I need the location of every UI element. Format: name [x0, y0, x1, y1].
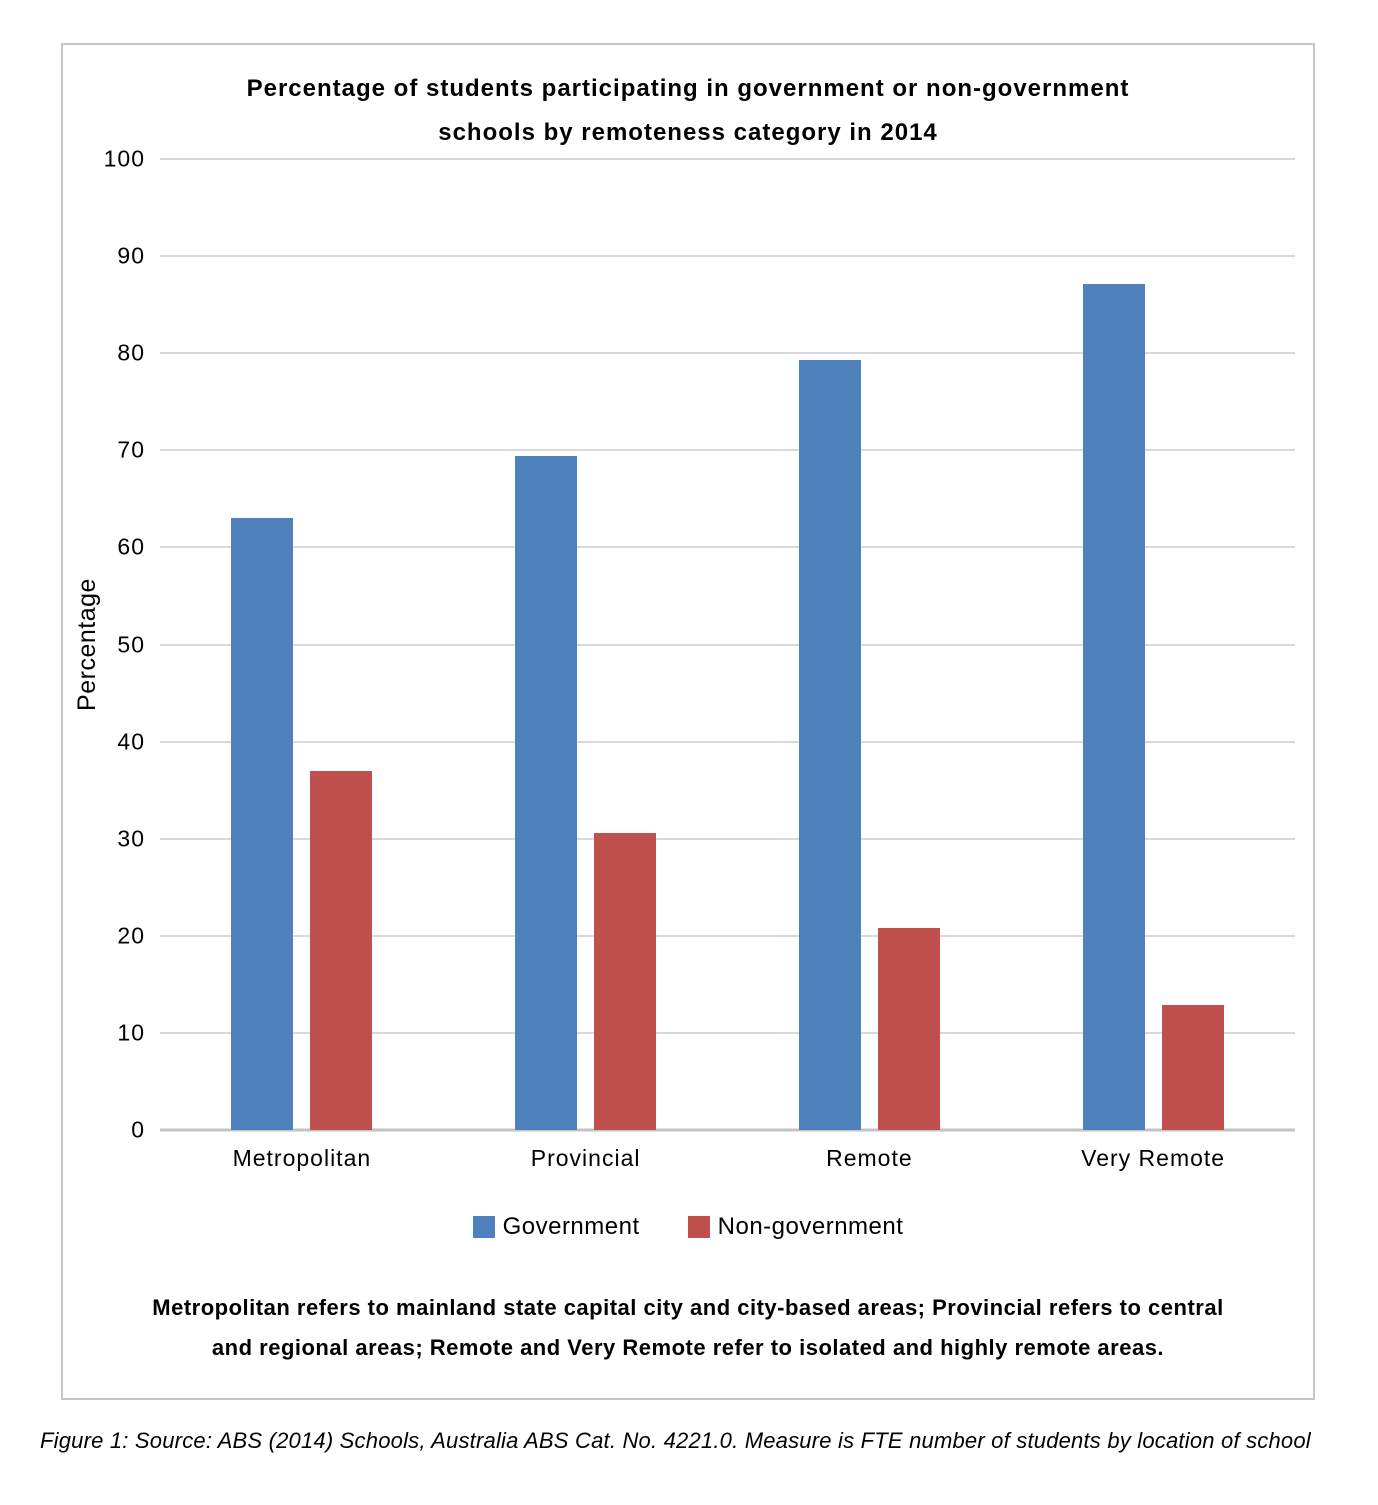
- y-axis-title: Percentage: [72, 578, 101, 711]
- bar-government-very-remote: [1083, 284, 1145, 1130]
- bar-government-metropolitan: [231, 518, 293, 1130]
- chart-footnote-line-1: Metropolitan refers to mainland state capital city and city-based areas; Provincial refers to central: [152, 1295, 1224, 1320]
- legend-item-non-government: [688, 1213, 904, 1241]
- y-tick-label-60: 60: [117, 533, 145, 560]
- y-tick-label-90: 90: [117, 242, 145, 269]
- chart-footnote: [63, 1288, 1313, 1368]
- y-axis-tick-labels: [63, 145, 145, 1143]
- chart-footnote-line-2: and regional areas; Remote and Very Remote refer to isolated and highly remote areas.: [211, 1335, 1165, 1360]
- y-tick-label-50: 50: [117, 631, 145, 657]
- plot-area: [160, 159, 1295, 1130]
- x-axis-label-very-remote: Very Remote: [1081, 1145, 1226, 1171]
- y-tick-label-100: 100: [103, 145, 145, 172]
- bar-non-government-very-remote: [1162, 1005, 1224, 1130]
- x-axis-labels: [160, 1145, 1295, 1179]
- y-tick-label-10: 10: [117, 1019, 145, 1046]
- y-tick-label-80: 80: [117, 339, 145, 366]
- y-tick-label-30: 30: [117, 825, 145, 852]
- bar-government-provincial: [515, 456, 577, 1130]
- y-tick-label-40: 40: [117, 728, 145, 755]
- x-axis-label-provincial: Provincial: [530, 1145, 641, 1171]
- bar-group-metropolitan: [160, 159, 444, 1130]
- x-axis-label-metropolitan: Metropolitan: [232, 1145, 372, 1171]
- chart-title: [63, 67, 1313, 155]
- chart-title-line-1: Percentage of students participating in government or non-government: [246, 75, 1130, 102]
- bar-group-remote: [728, 159, 1012, 1130]
- figure-caption: Figure 1: Source: ABS (2014) Schools, Australia ABS Cat. No. 4221.0. Measure is FTE number of students by location of school: [40, 1428, 1311, 1453]
- chart-legend: [63, 1213, 1313, 1241]
- x-axis-label-remote: Remote: [826, 1145, 913, 1171]
- y-tick-label-20: 20: [117, 922, 145, 949]
- bar-group-provincial: [444, 159, 728, 1130]
- legend-label-government: Government: [502, 1213, 640, 1240]
- chart-title-line-2: schools by remoteness category in 2014: [438, 119, 938, 146]
- bar-non-government-provincial: [594, 833, 656, 1130]
- legend-swatch-government: [473, 1216, 495, 1238]
- bar-group-very-remote: [1011, 159, 1295, 1130]
- figure-box: [61, 43, 1315, 1400]
- bar-non-government-remote: [878, 928, 940, 1130]
- bar-government-remote: [799, 360, 861, 1130]
- legend-swatch-non-government: [688, 1216, 710, 1238]
- legend-item-government: [473, 1213, 640, 1241]
- y-tick-label-70: 70: [117, 436, 145, 463]
- legend-label-non-government: Non-government: [717, 1213, 904, 1240]
- y-tick-label-0: 0: [131, 1116, 145, 1143]
- bar-non-government-metropolitan: [310, 771, 372, 1130]
